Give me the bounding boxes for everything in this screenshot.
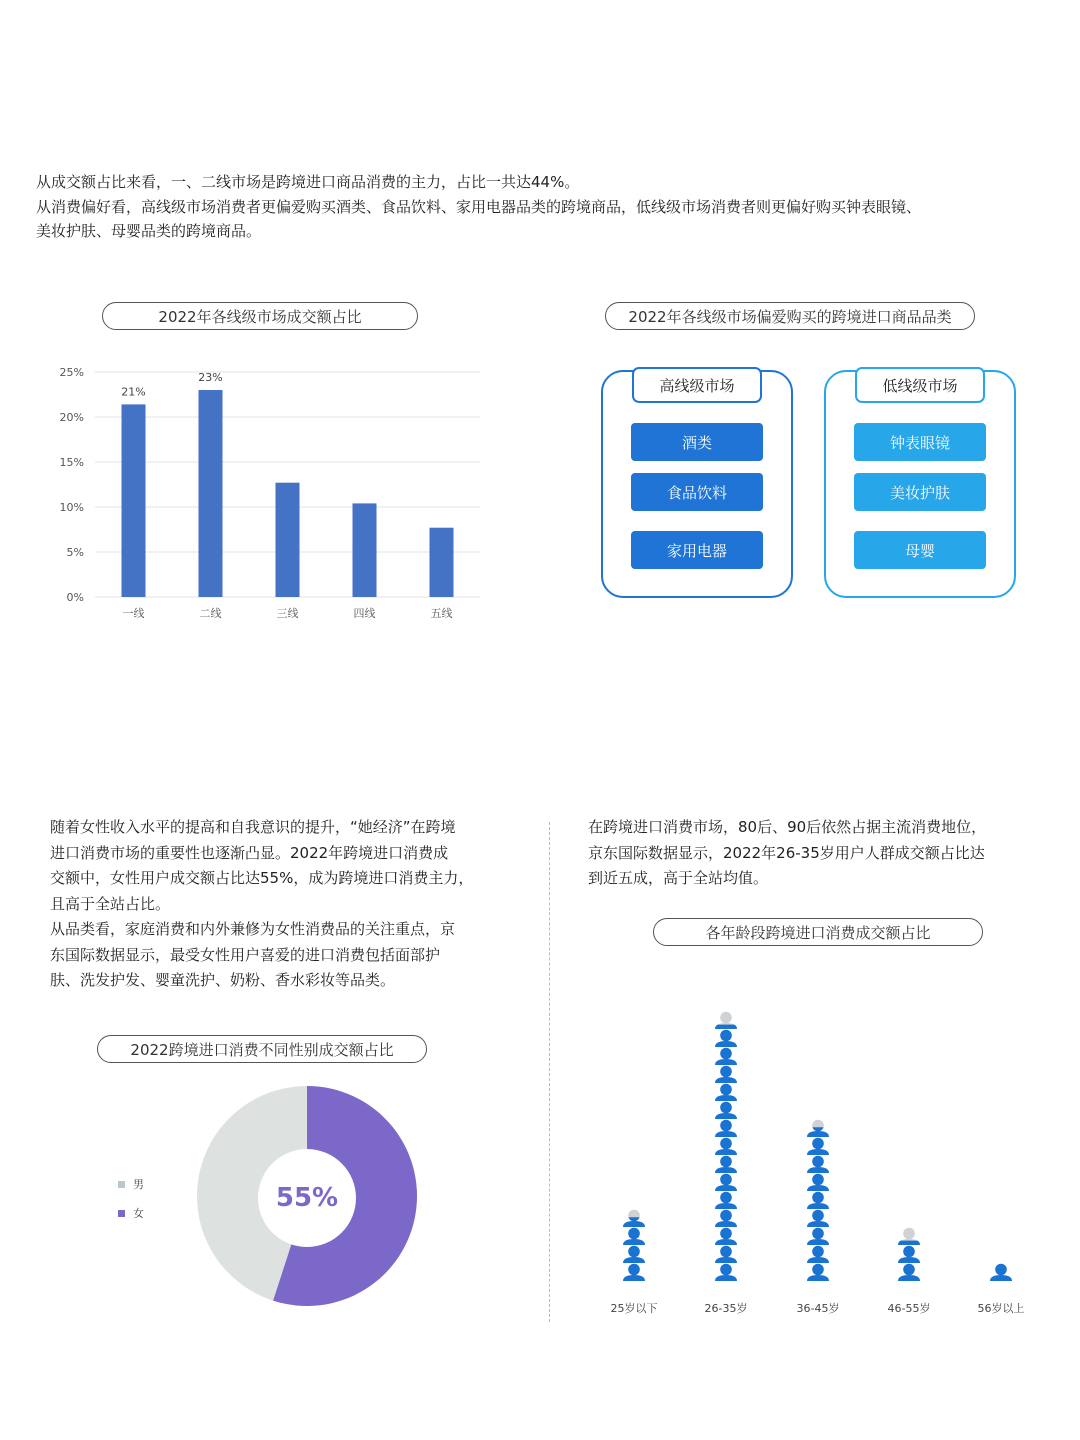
text-line: 东国际数据显示，最受女性用户喜爱的进口消费包括面部护 <box>50 945 441 964</box>
person-icon <box>807 1228 829 1245</box>
person-icon <box>715 1030 737 1047</box>
female-consumption-text <box>50 815 530 994</box>
age-chart-title: 各年龄段跨境进口消费成交额占比 <box>653 918 983 946</box>
bar-data-label: 21% <box>121 385 146 399</box>
text-line: 且高于全站占比。 <box>50 894 171 913</box>
bar-data-label: 23% <box>198 371 223 384</box>
low-market-item: 母婴 <box>854 531 986 569</box>
text-line: 进口消费市场的重要性也逐渐凸显。2022年跨境进口消费成 <box>50 843 449 862</box>
x-tick-label: 26-35岁 <box>704 1302 748 1315</box>
text-line: 到近五成，高于全站均值。 <box>588 869 769 887</box>
intro-line: 从成交额占比来看，一、二线市场是跨境进口商品消费的主力，占比一共达44%。 <box>36 173 580 191</box>
x-tick-label: 三线 <box>276 607 299 620</box>
intro-line: 美妆护肤、母婴品类的跨境商品。 <box>36 222 262 240</box>
low-market-item: 钟表眼镜 <box>854 423 986 461</box>
person-icon <box>715 1210 737 1227</box>
legend-swatch <box>118 1210 125 1217</box>
person-icon <box>623 1210 645 1227</box>
x-tick-label: 四线 <box>353 607 376 620</box>
high-market-item: 家用电器 <box>631 531 763 569</box>
person-icon <box>715 1102 737 1119</box>
x-tick-label: 二线 <box>199 607 222 620</box>
person-icon <box>898 1228 920 1245</box>
text-line: 京东国际数据显示，2022年26-35岁用户人群成交额占比达 <box>588 843 985 862</box>
bar <box>122 404 146 597</box>
text-line: 从品类看，家庭消费和内外兼修为女性消费品的关注重点，京 <box>50 920 456 938</box>
person-icon <box>807 1120 829 1137</box>
x-tick-label: 一线 <box>122 607 145 620</box>
high-market-item: 食品饮料 <box>631 473 763 511</box>
person-icon <box>715 1264 737 1281</box>
y-tick-label: 10% <box>59 501 84 514</box>
bar <box>353 503 377 597</box>
legend-label: 女 <box>133 1207 144 1220</box>
person-icon <box>715 1192 737 1209</box>
preference-chart-title: 2022年各线级市场偏爱购买的跨境进口商品品类 <box>605 302 975 330</box>
person-icon <box>623 1264 645 1281</box>
person-icon <box>898 1246 920 1263</box>
person-icon <box>715 1228 737 1245</box>
x-tick-label: 五线 <box>430 607 453 620</box>
age-pictogram-chart <box>590 995 1050 1325</box>
y-tick-label: 5% <box>66 546 84 559</box>
section-divider <box>549 822 550 1322</box>
high-market-label: 高线级市场 <box>632 367 762 403</box>
person-icon <box>807 1156 829 1173</box>
text-line: 在跨境进口消费市场，80后、90后依然占据主流消费地位， <box>588 818 987 836</box>
text-line: 随着女性收入水平的提高和自我意识的提升，“她经济”在跨境 <box>50 818 456 836</box>
x-tick-label: 56岁以上 <box>977 1302 1025 1315</box>
bar <box>199 390 223 597</box>
x-tick-label: 46-55岁 <box>887 1302 931 1315</box>
high-market-item: 酒类 <box>631 423 763 461</box>
market-share-bar-chart <box>50 360 530 630</box>
person-icon <box>898 1264 920 1281</box>
intro-line: 从消费偏好看，高线级市场消费者更偏爱购买酒类、食品饮料、家用电器品类的跨境商品，低线级市场消费者则更偏好购买钟表眼镜、 <box>36 197 922 216</box>
y-tick-label: 15% <box>59 456 84 469</box>
person-icon <box>623 1246 645 1263</box>
person-icon <box>715 1120 737 1137</box>
person-icon <box>990 1264 1012 1281</box>
person-icon <box>715 1156 737 1173</box>
person-icon <box>807 1246 829 1263</box>
person-icon <box>715 1246 737 1263</box>
bar <box>276 483 300 597</box>
legend-item-female <box>118 1205 144 1221</box>
market-share-chart-title: 2022年各线级市场成交额占比 <box>102 302 418 330</box>
legend-label: 男 <box>133 1178 144 1191</box>
text-line: 肤、洗发护发、婴童洗护、奶粉、香水彩妆等品类。 <box>50 971 396 989</box>
text-line: 交额中，女性用户成交额占比达55%，成为跨境进口消费主力， <box>50 869 474 887</box>
y-tick-label: 0% <box>66 591 84 604</box>
y-tick-label: 25% <box>59 366 84 379</box>
person-icon <box>807 1174 829 1191</box>
person-icon <box>623 1228 645 1245</box>
legend-swatch <box>118 1181 125 1188</box>
intro-text <box>36 170 1046 244</box>
age-consumption-text <box>588 815 1058 892</box>
person-icon <box>807 1138 829 1155</box>
x-tick-label: 36-45岁 <box>796 1302 840 1315</box>
person-icon <box>715 1048 737 1065</box>
person-icon <box>715 1174 737 1191</box>
y-tick-label: 20% <box>59 411 84 424</box>
person-icon <box>715 1012 737 1029</box>
person-icon <box>807 1264 829 1281</box>
gender-chart-title: 2022跨境进口消费不同性别成交额占比 <box>97 1035 427 1063</box>
bar <box>430 528 454 597</box>
pie-center-label: 55% <box>258 1149 356 1247</box>
person-icon <box>807 1192 829 1209</box>
low-market-label: 低线级市场 <box>855 367 985 403</box>
x-tick-label: 25岁以下 <box>610 1302 658 1315</box>
low-market-item: 美妆护肤 <box>854 473 986 511</box>
person-icon <box>807 1210 829 1227</box>
person-icon <box>715 1084 737 1101</box>
person-icon <box>715 1138 737 1155</box>
legend-item-male <box>118 1176 144 1192</box>
person-icon <box>715 1066 737 1083</box>
